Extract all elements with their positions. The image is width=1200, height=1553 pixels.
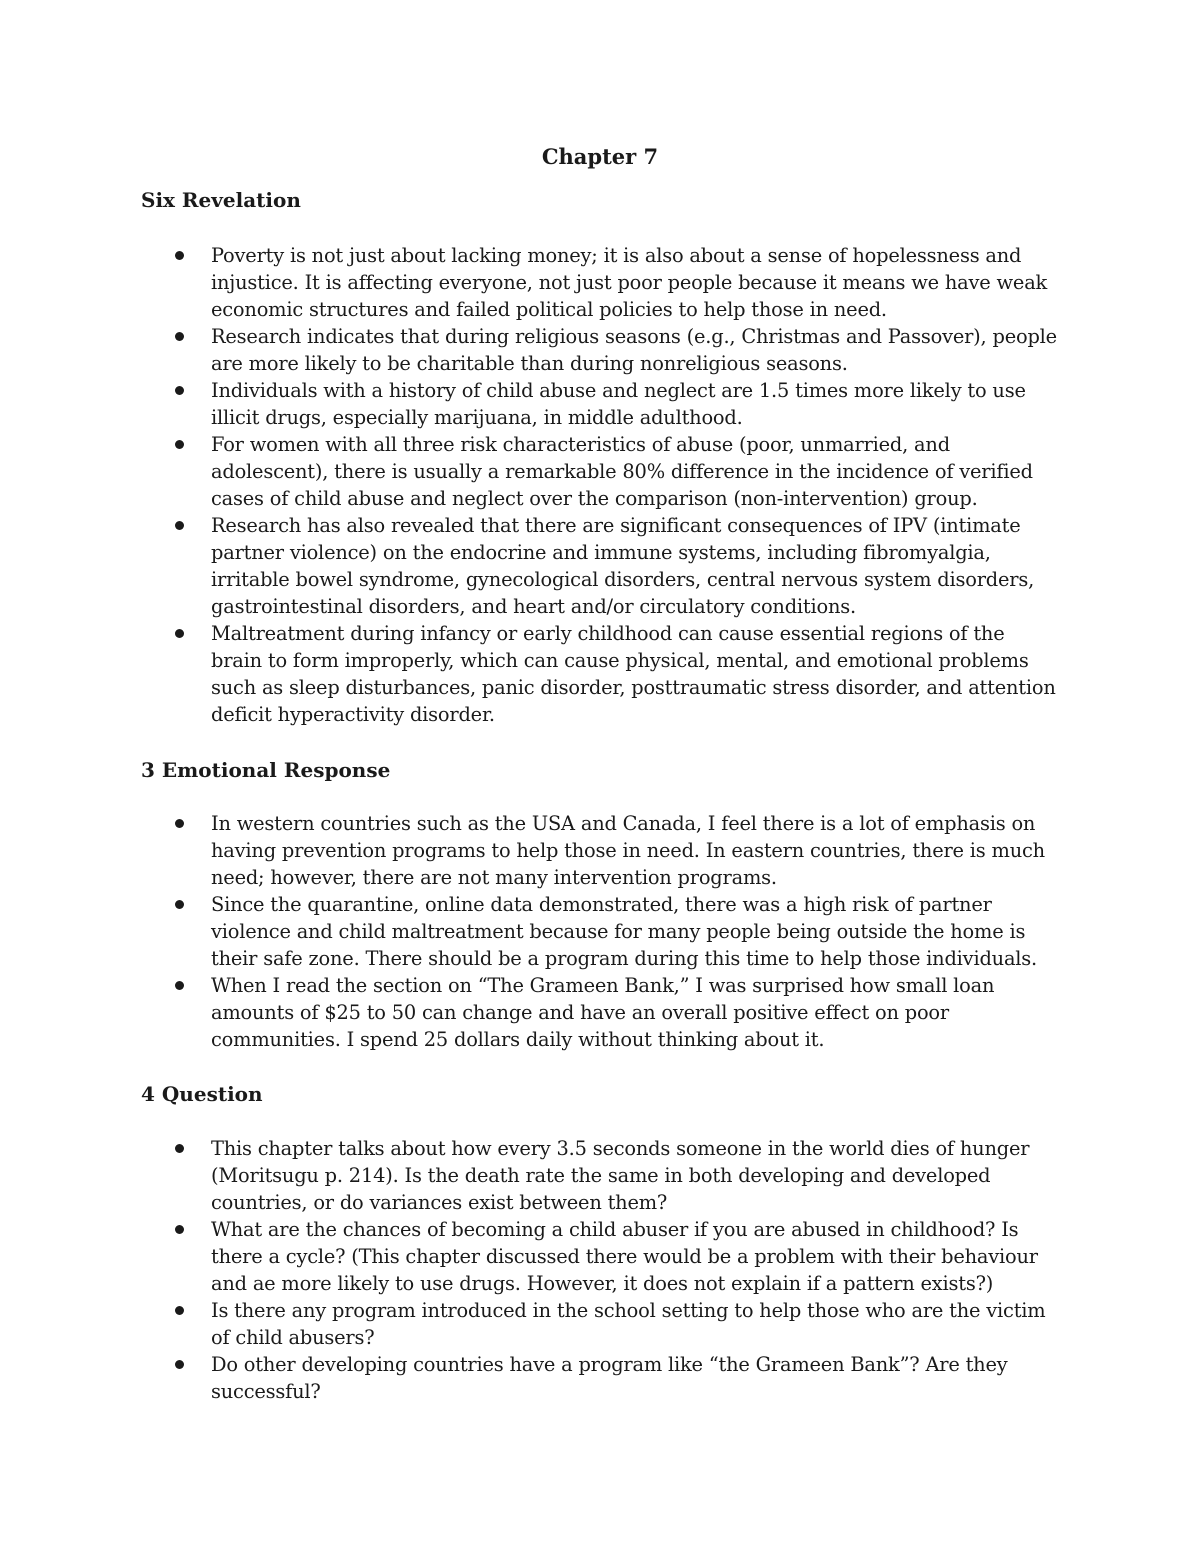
list-item-text: Since the quarantine, online data demonstrated, there was a high risk of partner violence and child maltreatment because for many people being outside the home is their safe zone. There should be a program during this time to help those individuals.	[211, 893, 1038, 970]
bullet-icon	[175, 981, 184, 990]
bullet-icon	[175, 386, 184, 395]
bullet-icon	[175, 440, 184, 449]
list-item-text: Individuals with a history of child abuse and neglect are 1.5 times more likely to use illicit drugs, especially marijuana, in middle adulthood.	[211, 379, 1026, 429]
list-item	[0, 1135, 1061, 1216]
list-item	[0, 1297, 1061, 1351]
list-item	[0, 1351, 1061, 1405]
bullet-icon	[175, 332, 184, 341]
bullet-icon	[175, 251, 184, 260]
list-item	[0, 891, 1061, 972]
list-item	[0, 377, 1061, 431]
bullet-icon	[175, 1225, 184, 1234]
list-item	[0, 620, 1061, 728]
bullet-icon	[175, 819, 184, 828]
list-item-text: When I read the section on “The Grameen Bank,” I was surprised how small loan amounts of $25 to 50 can change and have an overall positive effect on poor communities. I spend 25 dollars daily without thinking about it.	[211, 974, 995, 1051]
bullet-icon	[175, 1360, 184, 1369]
list-item	[0, 972, 1061, 1053]
list-item-text: Maltreatment during infancy or early childhood can cause essential regions of the brain to form improperly, which can cause physical, mental, and emotional problems such as sleep disturbances, panic disorder, posttraumatic stress disorder, and attention deficit hyperactivity disorder.	[211, 622, 1056, 726]
emotional-response-list	[0, 810, 1200, 1053]
six-revelation-list	[0, 242, 1200, 728]
document-title: Chapter 7	[541, 144, 659, 169]
list-item-text: Poverty is not just about lacking money; it is also about a sense of hopelessness and injustice. It is affecting everyone, not just poor people because it means we have weak economic structures and failed political policies to help those in need.	[211, 244, 1048, 321]
section-heading-question: 4 Question	[141, 1082, 263, 1106]
list-item-text: In western countries such as the USA and Canada, I feel there is a lot of emphasis on having prevention programs to help those in need. In eastern countries, there is much need; however, there are not many intervention programs.	[211, 812, 1045, 889]
list-item-text: For women with all three risk characteristics of abuse (poor, unmarried, and adolescent), there is usually a remarkable 80% difference in the incidence of verified cases of child abuse and neglect over the comparison (non-intervention) group.	[211, 433, 1033, 510]
list-item-text: Is there any program introduced in the school setting to help those who are the victim of child abusers?	[211, 1299, 1046, 1349]
list-item-text: This chapter talks about how every 3.5 seconds someone in the world dies of hunger (Moritsugu p. 214). Is the death rate the same in both developing and developed countries, or do variances exist between them?	[211, 1137, 1030, 1214]
section-heading-six-revelation: Six Revelation	[141, 188, 301, 212]
list-item-text: What are the chances of becoming a child abuser if you are abused in childhood? Is there a cycle? (This chapter discussed there would be a problem with their behaviour and ae more likely to use drugs. However, it does not explain if a pattern exists?)	[211, 1218, 1038, 1295]
list-item	[0, 323, 1061, 377]
list-item	[0, 1216, 1061, 1297]
question-list	[0, 1135, 1200, 1405]
list-item-text: Research has also revealed that there are significant consequences of IPV (intimate partner violence) on the endocrine and immune systems, including fibromyalgia, irritable bowel syndrome, gynecological disorders, central nervous system disorders, gastrointestinal disorders, and heart and/or circulatory conditions.	[211, 514, 1035, 618]
list-item-text: Do other developing countries have a program like “the Grameen Bank”? Are they successful?	[211, 1353, 1008, 1403]
list-item	[0, 242, 1061, 323]
list-item	[0, 512, 1061, 620]
bullet-icon	[175, 629, 184, 638]
bullet-icon	[175, 521, 184, 530]
bullet-icon	[175, 1306, 184, 1315]
list-item	[0, 810, 1061, 891]
section-heading-emotional-response: 3 Emotional Response	[141, 758, 391, 782]
bullet-icon	[175, 1144, 184, 1153]
list-item-text: Research indicates that during religious seasons (e.g., Christmas and Passover), people are more likely to be charitable than during nonreligious seasons.	[211, 325, 1057, 375]
bullet-icon	[175, 900, 184, 909]
list-item	[0, 431, 1061, 512]
